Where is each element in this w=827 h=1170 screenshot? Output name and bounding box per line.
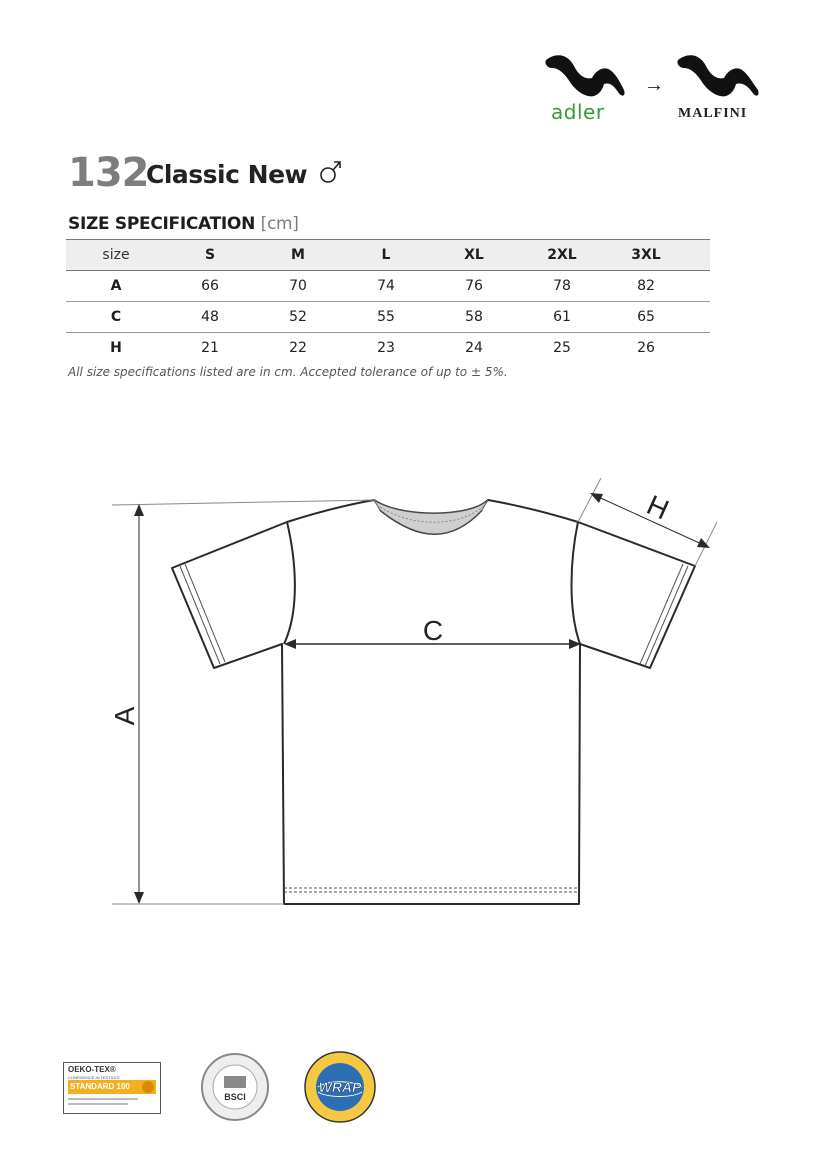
right-armhole bbox=[572, 522, 581, 644]
dimension-a-top-guide bbox=[112, 500, 376, 505]
table-row bbox=[66, 333, 710, 364]
row-label: C bbox=[110, 309, 122, 325]
table-cell: 26 bbox=[637, 340, 655, 356]
size-header-label: size bbox=[102, 247, 130, 263]
table-cell: 61 bbox=[553, 309, 571, 325]
left-sleeve-hem bbox=[180, 566, 220, 664]
wrap-name: WRAP bbox=[318, 1079, 362, 1095]
tshirt-diagram bbox=[0, 460, 827, 930]
table-cell: 82 bbox=[637, 278, 655, 294]
product-name: Classic New bbox=[146, 160, 308, 189]
collar-rib bbox=[374, 500, 488, 534]
table-cell: 76 bbox=[465, 278, 483, 294]
adler-brand-name: adler bbox=[551, 100, 605, 124]
table-cell: 52 bbox=[289, 309, 307, 325]
bsci-name: BSCI bbox=[224, 1092, 246, 1102]
size-header-cell: 3XL bbox=[631, 247, 661, 263]
table-cell: 70 bbox=[289, 278, 307, 294]
table-row bbox=[66, 271, 710, 302]
size-header-cell: L bbox=[381, 247, 391, 263]
table-cell: 65 bbox=[637, 309, 655, 325]
oeko-flower-icon bbox=[142, 1081, 154, 1093]
size-header-cell: S bbox=[204, 247, 216, 263]
table-cell: 48 bbox=[201, 309, 219, 325]
tshirt-body-outline bbox=[172, 500, 695, 904]
left-armhole bbox=[284, 522, 295, 644]
malfini-brand-name: MALFINI bbox=[678, 106, 748, 121]
size-header-cell: M bbox=[291, 247, 305, 263]
oeko-title: OEKO-TEX® bbox=[68, 1065, 116, 1074]
oeko-tex-badge bbox=[63, 1062, 161, 1114]
table-cell: 66 bbox=[201, 278, 219, 294]
spec-heading-text: SIZE SPECIFICATION bbox=[68, 214, 255, 234]
table-cell: 21 bbox=[201, 340, 219, 356]
dimension-c-label: C bbox=[422, 615, 444, 646]
adler-eagle-icon bbox=[544, 52, 628, 104]
table-cell: 58 bbox=[465, 309, 483, 325]
rebrand-arrow: → bbox=[644, 74, 664, 96]
size-header-row bbox=[66, 240, 710, 271]
spec-unit: [cm] bbox=[260, 214, 299, 234]
oeko-standard: STANDARD 100 bbox=[70, 1082, 130, 1091]
bsci-badge bbox=[200, 1052, 270, 1122]
size-header-cell: 2XL bbox=[547, 247, 577, 263]
table-cell: 24 bbox=[465, 340, 483, 356]
dimension-h-label: H bbox=[642, 489, 674, 526]
tolerance-note: All size specifications listed are in cm. Accepted tolerance of up to ± 5%. bbox=[68, 365, 508, 379]
product-code: 132 bbox=[68, 150, 149, 196]
row-label: A bbox=[110, 278, 122, 294]
table-cell: 23 bbox=[377, 340, 395, 356]
male-symbol-icon bbox=[319, 157, 343, 185]
oeko-subtitle: CONFIDENCE IN TEXTILES bbox=[68, 1075, 120, 1080]
wrap-badge bbox=[303, 1050, 377, 1124]
table-cell: 25 bbox=[553, 340, 571, 356]
malfini-eagle-icon bbox=[676, 52, 762, 104]
table-cell: 55 bbox=[377, 309, 395, 325]
row-label: H bbox=[110, 340, 122, 356]
table-cell: 74 bbox=[377, 278, 395, 294]
spec-heading bbox=[68, 214, 299, 234]
table-row bbox=[66, 302, 710, 333]
right-sleeve-hem bbox=[645, 566, 688, 666]
size-table bbox=[66, 239, 710, 363]
table-cell: 78 bbox=[553, 278, 571, 294]
dimension-a-label: A bbox=[109, 706, 140, 726]
table-cell: 22 bbox=[289, 340, 307, 356]
size-header-cell: XL bbox=[464, 247, 484, 263]
